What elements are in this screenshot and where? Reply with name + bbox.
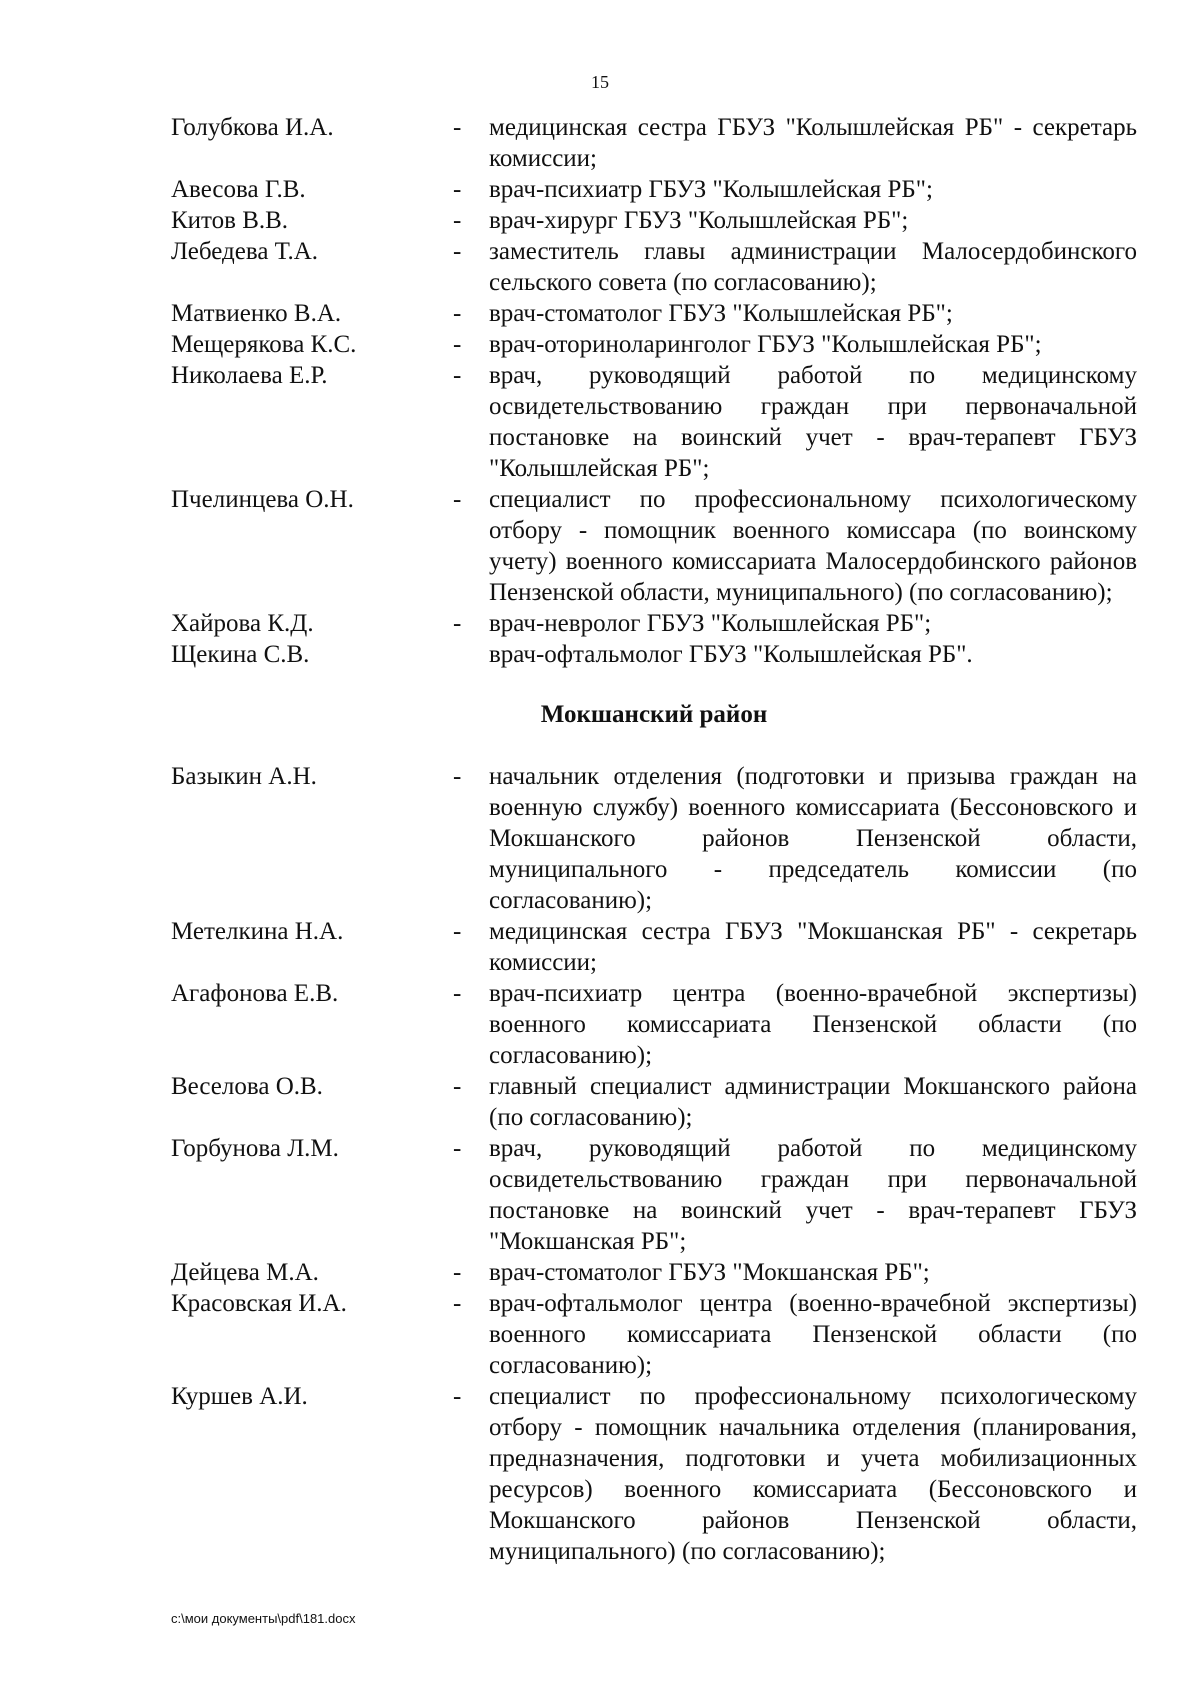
section-heading: Мокшанский район bbox=[540, 701, 768, 728]
member-role: врач, руководящий работой по медицинскому освидетельствованию граждан при первоначальной постановке на воинский учет - врач-терапевт ГБУЗ "Колышлейская РБ"; bbox=[489, 362, 1137, 482]
member-role: врач-невролог ГБУЗ "Колышлейская РБ"; bbox=[489, 610, 932, 637]
member-name: Красовская И.А. bbox=[171, 1290, 347, 1317]
dash: - bbox=[453, 1259, 462, 1286]
member-entry bbox=[171, 112, 1137, 174]
member-role: врач-хирург ГБУЗ "Колышлейская РБ"; bbox=[489, 207, 909, 234]
member-role: специалист по профессиональному психологическому отбору - помощник начальника отделения (планирования, предназначения, подготовки и учета мобилизационных ресурсов) военного комиссариата (Бессоновского и Мокшанского районов Пензенской области, муниципального) (по согласованию); bbox=[489, 1383, 1137, 1565]
member-entry bbox=[171, 205, 1137, 236]
member-entry bbox=[171, 639, 1137, 670]
dash: - bbox=[453, 763, 462, 790]
dash: - bbox=[453, 331, 462, 358]
member-role: специалист по профессиональному психологическому отбору - помощник военного комиссара (по воинскому учету) военного комиссариата Малосердобинского районов Пензенской области, муниципального) (по согласованию); bbox=[489, 486, 1137, 606]
member-name: Веселова О.В. bbox=[171, 1073, 323, 1100]
section-kolyshley-list bbox=[171, 112, 1137, 670]
dash: - bbox=[453, 980, 462, 1007]
page-number: 15 bbox=[591, 72, 609, 92]
member-role: начальник отделения (подготовки и призыва граждан на военную службу) военного комиссариата (Бессоновского и Мокшанского районов Пензенской области, муниципального - председатель комиссии (по согласованию); bbox=[489, 763, 1137, 914]
member-name: Авесова Г.В. bbox=[171, 176, 306, 203]
member-role: заместитель главы администрации Малосердобинского сельского совета (по согласованию); bbox=[489, 238, 1137, 296]
member-name: Дейцева М.А. bbox=[171, 1259, 319, 1286]
dash: - bbox=[453, 1290, 462, 1317]
member-name: Николаева Е.Р. bbox=[171, 362, 328, 389]
dash: - bbox=[453, 1073, 462, 1100]
member-role: врач-офтальмолог ГБУЗ "Колышлейская РБ". bbox=[489, 641, 973, 668]
dash: - bbox=[453, 114, 462, 141]
member-role: главный специалист администрации Мокшанского района (по согласованию); bbox=[489, 1073, 1137, 1131]
member-entry bbox=[171, 329, 1137, 360]
member-entry bbox=[171, 1133, 1137, 1257]
member-role: врач-психиатр центра (военно-врачебной экспертизы) военного комиссариата Пензенской области (по согласованию); bbox=[489, 980, 1137, 1069]
member-name: Агафонова Е.В. bbox=[171, 980, 339, 1007]
dash: - bbox=[453, 1383, 462, 1410]
member-entry bbox=[171, 174, 1137, 205]
member-role: врач, руководящий работой по медицинскому освидетельствованию граждан при первоначальной постановке на воинский учет - врач-терапевт ГБУЗ "Мокшанская РБ"; bbox=[489, 1135, 1137, 1255]
dash: - bbox=[453, 362, 462, 389]
dash: - bbox=[453, 1135, 462, 1162]
member-name: Лебедева Т.А. bbox=[171, 238, 318, 265]
member-role: врач-офтальмолог центра (военно-врачебной экспертизы) военного комиссариата Пензенской области (по согласованию); bbox=[489, 1290, 1137, 1379]
member-role: врач-оториноларинголог ГБУЗ "Колышлейская РБ"; bbox=[489, 331, 1042, 358]
dash: - bbox=[453, 176, 462, 203]
member-entry bbox=[171, 484, 1137, 608]
member-name: Горбунова Л.М. bbox=[171, 1135, 339, 1162]
member-entry bbox=[171, 1071, 1137, 1133]
member-name: Щекина С.В. bbox=[171, 641, 310, 668]
member-name: Метелкина Н.А. bbox=[171, 918, 344, 945]
dash: - bbox=[453, 207, 462, 234]
member-name: Куршев А.И. bbox=[171, 1383, 308, 1410]
dash: - bbox=[453, 486, 462, 513]
member-entry bbox=[171, 298, 1137, 329]
member-name: Пчелинцева О.Н. bbox=[171, 486, 354, 513]
member-name: Мещерякова К.С. bbox=[171, 331, 357, 358]
member-entry bbox=[171, 236, 1137, 298]
member-entry bbox=[171, 1381, 1137, 1567]
dash: - bbox=[453, 300, 462, 327]
dash: - bbox=[453, 610, 462, 637]
section-mokshan-list bbox=[171, 761, 1137, 1567]
member-name: Голубкова И.А. bbox=[171, 114, 334, 141]
member-role: врач-психиатр ГБУЗ "Колышлейская РБ"; bbox=[489, 176, 933, 203]
member-entry bbox=[171, 360, 1137, 484]
file-path-footer: c:\мои документы\pdf\181.docx bbox=[171, 1611, 356, 1626]
dash: - bbox=[453, 918, 462, 945]
document-body bbox=[171, 112, 1137, 1567]
member-entry bbox=[171, 1257, 1137, 1288]
member-role: медицинская сестра ГБУЗ "Колышлейская РБ" - секретарь комиссии; bbox=[489, 114, 1137, 172]
member-role: врач-стоматолог ГБУЗ "Колышлейская РБ"; bbox=[489, 300, 953, 327]
member-role: медицинская сестра ГБУЗ "Мокшанская РБ" - секретарь комиссии; bbox=[489, 918, 1137, 976]
member-entry bbox=[171, 978, 1137, 1071]
member-entry bbox=[171, 1288, 1137, 1381]
member-name: Хайрова К.Д. bbox=[171, 610, 314, 637]
member-entry bbox=[171, 916, 1137, 978]
member-entry bbox=[171, 608, 1137, 639]
member-name: Базыкин А.Н. bbox=[171, 763, 317, 790]
member-name: Матвиенко В.А. bbox=[171, 300, 342, 327]
member-entry bbox=[171, 761, 1137, 916]
member-role: врач-стоматолог ГБУЗ "Мокшанская РБ"; bbox=[489, 1259, 930, 1286]
member-name: Китов В.В. bbox=[171, 207, 289, 234]
dash: - bbox=[453, 238, 462, 265]
